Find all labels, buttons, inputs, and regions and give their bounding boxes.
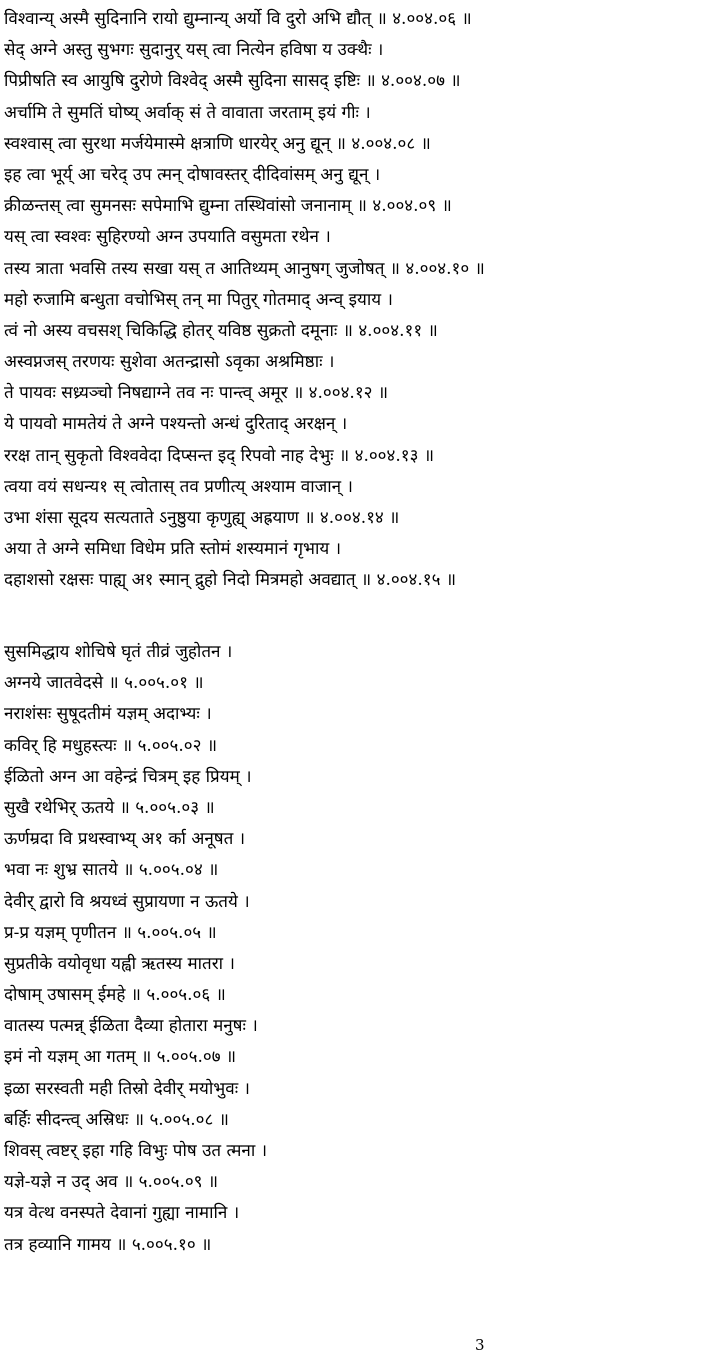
verse-line: कविर् हि मधुहस्त्यः ॥ ५.००५.०२ ॥ xyxy=(4,735,218,756)
verse-line: यस् त्वा स्वश्वः सुहिरण्यो अग्न उपयाति वसुमता रथेन । xyxy=(4,227,331,248)
verse-line: दोषाम् उषासम् ईमहे ॥ ५.००५.०६ ॥ xyxy=(4,985,226,1006)
verse-line: इमं नो यज्ञम् आ गतम् ॥ ५.००५.०७ ॥ xyxy=(4,1047,237,1068)
verse-line: यज्ञे-यज्ञे न उद् अव ॥ ५.००५.०९ ॥ xyxy=(4,1172,219,1193)
verse-line: प्र-प्र यज्ञम् पृणीतन ॥ ५.००५.०५ ॥ xyxy=(4,922,217,943)
verse-line: उभा शंसा सूदय सत्यताते ऽनुष्ठुया कृणुह्य् अह्रयाण ॥ ४.००४.१४ ॥ xyxy=(4,508,400,528)
verse-line: देवीर् द्वारो वि श्रयध्वं सुप्रायणा न ऊतये । xyxy=(4,891,250,912)
verse-line: वातस्य पत्मन्न् ईळिता दैव्या होतारा मनुषः । xyxy=(4,1016,258,1037)
verse-line: सेद् अग्ने अस्तु सुभगः सुदानुर् यस् त्वा नित्येन हविषा य उक्थैः । xyxy=(4,40,384,61)
verse-line: अस्वप्नजस् तरणयः सुशेवा अतन्द्रासो ऽवृका अश्रमिष्ठाः । xyxy=(4,352,335,373)
verse-line: अया ते अग्ने समिधा विधेम प्रति स्तोमं शस्यमानं गृभाय । xyxy=(4,539,342,560)
verse-line: तस्य त्राता भवसि तस्य सखा यस् त आतिथ्यम् आनुषग् जुजोषत् ॥ ४.००४.१० ॥ xyxy=(4,258,485,279)
verse-line: त्वं नो अस्य वचसश् चिकिद्धि होतर् यविष्ठ सुक्रतो दमूनाः ॥ ४.००४.११ ॥ xyxy=(4,320,438,341)
verse-line: सुसमिद्धाय शोचिषे घृतं तीव्रं जुहोतन । xyxy=(4,642,233,662)
verse-line: महो रुजामि बन्धुता वचोभिस् तन् मा पितुर् गोतमाद् अन्व् इयाय । xyxy=(4,289,393,310)
verse-line: सुखै रथेभिर् ऊतये ॥ ५.००५.०३ ॥ xyxy=(4,797,215,818)
verse-line: विश्वान्य् अस्मै सुदिनानि रायो द्युम्नान्य् अर्यो वि दुरो अभि द्यौत् ॥ ४.००४.०६ ॥ xyxy=(4,9,472,29)
verse-line: ईळितो अग्न आ वहेन्द्रं चित्रम् इह प्रियम् । xyxy=(4,766,252,787)
hymn-block-5-005 xyxy=(4,637,712,1261)
page-number: 3 xyxy=(475,1336,485,1354)
verse-line: स्वश्वास् त्वा सुरथा मर्जयेमास्मे क्षत्राणि धारयेर् अनु द्यून् ॥ ४.००४.०८ ॥ xyxy=(4,133,431,154)
verse-line: भवा नः शुभ्र सातये ॥ ५.००५.०४ ॥ xyxy=(4,860,219,881)
verse-line: शिवस् त्वष्टर् इहा गहि विभुः पोष उत त्मना । xyxy=(4,1141,268,1161)
verse-line: ये पायवो मामतेयं ते अग्ने पश्यन्तो अन्धं दुरिताद् अरक्षन् । xyxy=(4,414,348,435)
verse-line: ऊर्णम्रदा वि प्रथस्वाभ्य् अ१ र्का अनूषत । xyxy=(4,829,246,850)
verse-line: बर्हिः सीदन्त्व् अस्रिधः ॥ ५.००५.०८ ॥ xyxy=(4,1109,229,1130)
verse-line: दहाशसो रक्षसः पाह्य् अ१ स्मान् द्रुहो निदो मित्रमहो अवद्यात् ॥ ४.००४.१५ ॥ xyxy=(4,570,457,591)
verse-line: नराशंसः सुषूदतीमं यज्ञम् अदाभ्यः । xyxy=(4,704,212,725)
verse-line: अर्चामि ते सुमतिं घोष्य् अर्वाक् सं ते वावाता जरताम् इयं गीः । xyxy=(4,102,371,123)
verse-line: सुप्रतीके वयोवृधा यह्वी ऋतस्य मातरा । xyxy=(4,953,235,974)
verse-line: अग्नये जातवेदसे ॥ ५.००५.०१ ॥ xyxy=(4,673,204,694)
hymn-block-4-004 xyxy=(4,4,712,597)
verse-line: इह त्वा भूर्य् आ चरेद् उप त्मन् दोषावस्तर् दीदिवांसम् अनु द्यून् । xyxy=(4,164,381,185)
verse-line: यत्र वेत्थ वनस्पते देवानां गुह्या नामानि । xyxy=(4,1203,240,1224)
verse-line: ते पायवः सध्र्यञ्चो निषद्याग्ने तव नः पान्त्व् अमूर ॥ ४.००४.१२ ॥ xyxy=(4,383,389,404)
verse-line: पिप्रीषति स्व आयुषि दुरोणे विश्वेद् अस्मै सुदिना सासद् इष्टिः ॥ ४.००४.०७ ॥ xyxy=(4,71,461,92)
verse-line: इळा सरस्वती मही तिस्रो देवीर् मयोभुवः । xyxy=(4,1078,250,1099)
verse-line: ररक्ष तान् सुकृतो विश्ववेदा दिप्सन्त इद् रिपवो नाह देभुः ॥ ४.००४.१३ ॥ xyxy=(4,445,435,466)
verse-line: तत्र हव्यानि गामय ॥ ५.००५.१० ॥ xyxy=(4,1234,212,1255)
verse-line: क्रीळन्तस् त्वा सुमनसः सपेमाभि द्युम्ना तस्थिवांसो जनानाम् ॥ ४.००४.०९ ॥ xyxy=(4,196,452,217)
verse-line: त्वया वयं सधन्य१ स् त्वोतास् तव प्रणीत्य् अश्याम वाजान् । xyxy=(4,476,353,497)
